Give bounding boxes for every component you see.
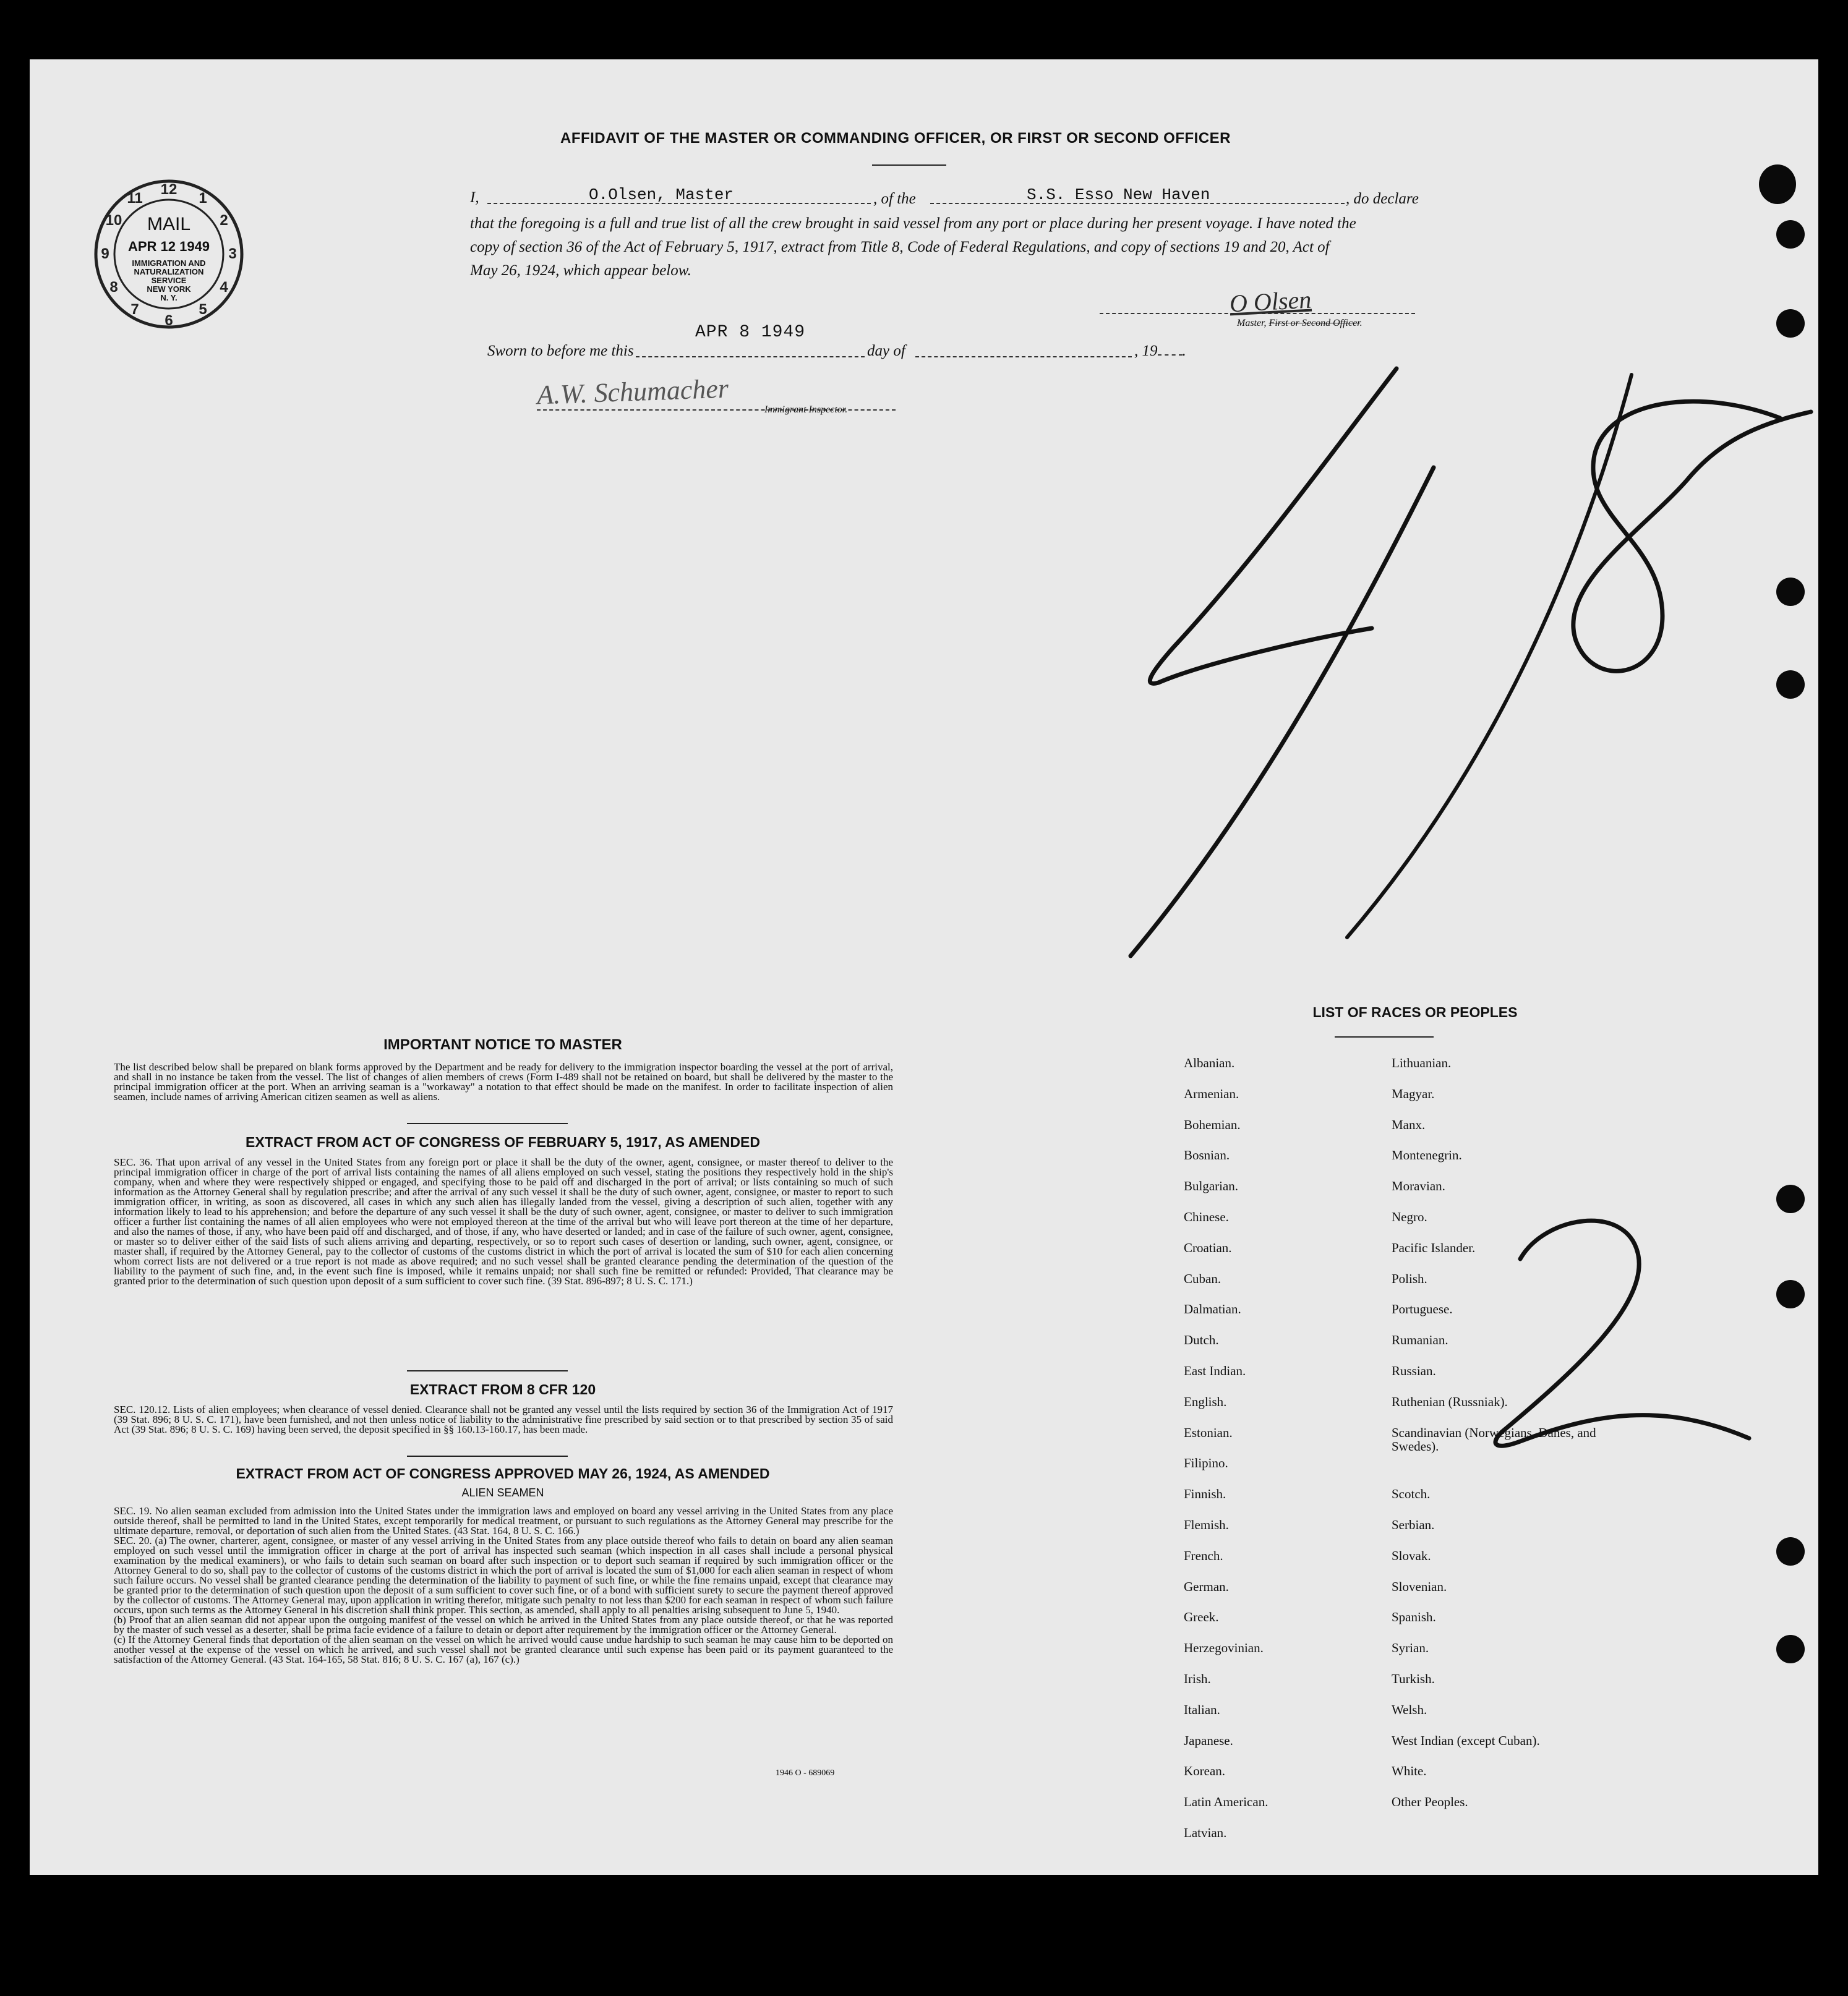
- race-item: Latvian.: [1184, 1825, 1227, 1840]
- svg-text:6: 6: [165, 312, 173, 329]
- master-name-field: O.Olsen, Master: [589, 186, 734, 204]
- races-title: LIST OF RACES OR PEOPLES: [1312, 1004, 1518, 1020]
- extract-cfr-title: EXTRACT FROM 8 CFR 120: [409, 1381, 596, 1397]
- race-item: Estonian.: [1184, 1425, 1233, 1440]
- affidavit-body-line2: copy of section 36 of the Act of February 5, 1917, extract from Title 8, Code of Federal Regulations, and copy of sections 19 and 20, Act of: [470, 239, 1330, 255]
- binder-hole: [1776, 670, 1805, 699]
- race-item: Chinese.: [1184, 1209, 1229, 1224]
- race-item: Dalmatian.: [1184, 1302, 1241, 1317]
- stamp-line2: NATURALIZATION: [134, 267, 204, 276]
- affidavit-body-line3: May 26, 1924, which appear below.: [470, 262, 691, 279]
- race-item: Negro.: [1392, 1209, 1427, 1224]
- race-item: Slovenian.: [1392, 1579, 1447, 1594]
- do-declare-label: , do declare: [1346, 190, 1419, 207]
- vessel-field: S.S. Esso New Haven: [1027, 186, 1210, 204]
- immigration-postmark-stamp: [92, 177, 246, 331]
- stamp-date: APR 12 1949: [127, 239, 210, 254]
- race-item: Portuguese.: [1392, 1302, 1453, 1317]
- day-of-label: day of: [867, 343, 905, 359]
- race-item: Welsh.: [1392, 1702, 1427, 1717]
- extract-1924-text: SEC. 19. No alien seaman excluded from admission into the United States under the immigration laws and employed on board any vessel arriving in the United States from any place outside thereof, shall be permitted to land in the United States, except temporarily for medical treatment, or pursuant to such regulations as the Attorney General may prescribe for the ultimate departure, removal, or deportation of such alien from the United States. (43 Stat. 164, 8 U. S. C. 166.) SEC. 20. (a) The owner, charterer, agent, consignee, or master of any vessel arriving in the United States from any place outside thereof who fails to detain on board any alien seaman employed on such vessel until the immigration officer in charge at the port of arrival has inspected such seaman (which inspection in all cases shall include a personal physical examination by the medical examiners), or who fails to detain such seaman on board after such inspection or to deport such seaman if required by such immigration officer or the Attorney General to do so, shall pay to the collector of customs of the customs district in which the port of arrival is located the sum of $1,000 for each alien seaman in respect of whom such failure occurs. No vessel shall be granted clearance pending the determination of the liability to payment of such fine, or while the fine remains unpaid, except that clearance may be granted prior to the determination of such question upon the deposit of a sum sufficient to cover such fine, or of a bond with sufficient surety to secure the payment thereof approved by the collector of customs. The Attorney General may, upon application in writing therefor, mitigate such penalty to not less than $200 for each seaman in respect of whom such failure occurs, upon such terms as the Attorney General in his discretion shall think proper. This section, as amended, shall apply to all penalties arising subsequent to June 5, 1940. (b) Proof that an alien seaman did not appear upon the outgoing manifest of the vessel on which he arrived in the United States from any place outside thereof, or that he was reported by the master of such vessel as a deserter, shall be prima facie evidence of a failure to detain or deport after requirement by the immigration officer or the Attorney General. (c) If the Attorney General finds that deportation of the alien seaman on the vessel on which he arrived would cause undue hardship to such seaman he may cause him to be deported on another vessel at the expense of the vessel on which he arrived, and such vessel shall not be granted clearance until such expense has been paid or its payment guaranteed to the satisfaction of the Attorney General. (43 Stat. 164-165, 58 Stat. 816; 8 U. S. C. 167 (a), 167 (c).): [114, 1505, 893, 1665]
- race-item: Scandinavian (Norwegians, Danes, and Swedes).: [1392, 1425, 1596, 1454]
- sworn-day-line: [636, 356, 865, 357]
- svg-text:3: 3: [228, 245, 237, 262]
- section-divider: [407, 1370, 568, 1371]
- race-item: Italian.: [1184, 1702, 1220, 1717]
- race-item: Japanese.: [1184, 1733, 1233, 1748]
- stamp-line5: N. Y.: [160, 293, 178, 302]
- svg-text:8: 8: [109, 279, 118, 296]
- svg-text:12: 12: [160, 181, 178, 198]
- races-divider: [1335, 1036, 1434, 1038]
- extract-cfr-text: SEC. 120.12. Lists of alien employees; when clearance of vessel denied. Clearance shall not be granted any vessel until the lists required by section 36 of the Immigration Act of 1917 (39 Stat. 896; 8 U. S. C. 171), have been furnished, and not then unless notice of liability to the administrative fine prescribed by said section or to that prescribed by section 35 of said Act (39 Stat. 896; 8 U. S. C. 169) having been served, the deposit specified in §§ 160.13-160.17, has been made.: [114, 1404, 893, 1435]
- section-divider: [407, 1456, 568, 1457]
- race-item: Flemish.: [1184, 1517, 1229, 1532]
- race-item: Manx.: [1392, 1117, 1426, 1132]
- race-item: Bohemian.: [1184, 1117, 1241, 1132]
- race-item: Polish.: [1392, 1271, 1427, 1286]
- extract-1924-title: EXTRACT FROM ACT OF CONGRESS APPROVED MAY 26, 1924, AS AMENDED: [236, 1465, 770, 1482]
- race-item: Other Peoples.: [1392, 1794, 1468, 1810]
- title-divider: [872, 164, 946, 166]
- race-item: Russian.: [1392, 1363, 1436, 1378]
- race-item: Bosnian.: [1184, 1148, 1230, 1163]
- notice-text: The list described below shall be prepared on blank forms approved by the Department and be ready for delivery to the immigration inspector boarding the vessel at the port of arrival, and shall in no instance be taken from the vessel. The list of changes of alien members of crews (Form I-489 shall not be retained on board, but shall be delivered by the master to the principal immigration officer at the port. When an arriving seaman is a "workaway" a notation to that effect should be made on the manifest. In order to facilitate inspection of alien seamen, include names of arriving American citizen seamen as well as aliens.: [114, 1061, 893, 1102]
- stamp-line1: IMMIGRATION AND: [132, 258, 206, 268]
- race-item: German.: [1184, 1579, 1229, 1594]
- svg-text:7: 7: [130, 301, 139, 318]
- race-item: Greek.: [1184, 1610, 1219, 1625]
- binder-hole: [1776, 578, 1805, 606]
- race-item: Filipino.: [1184, 1456, 1228, 1471]
- race-item: Serbian.: [1392, 1517, 1435, 1532]
- race-item: Latin American.: [1184, 1794, 1268, 1810]
- race-item: Korean.: [1184, 1764, 1226, 1779]
- race-item: Herzegovinian.: [1184, 1640, 1264, 1656]
- stamp-mail: MAIL: [147, 214, 191, 234]
- svg-text:1: 1: [199, 190, 207, 207]
- binder-hole: [1759, 164, 1796, 204]
- svg-text:4: 4: [220, 279, 228, 296]
- svg-text:2: 2: [220, 212, 228, 229]
- race-item: Albanian.: [1184, 1056, 1235, 1070]
- race-item: Spanish.: [1392, 1610, 1436, 1625]
- inspector-signature: A.W. Schumacher: [536, 373, 729, 411]
- race-item: Pacific Islander.: [1392, 1240, 1476, 1255]
- race-item: Armenian.: [1184, 1086, 1239, 1101]
- binder-hole: [1776, 220, 1805, 249]
- svg-text:5: 5: [199, 301, 207, 318]
- notice-title: IMPORTANT NOTICE TO MASTER: [383, 1036, 622, 1053]
- binder-hole: [1776, 309, 1805, 338]
- svg-text:11: 11: [127, 190, 143, 207]
- of-the-label: , of the: [873, 190, 916, 207]
- extract-1917-title: EXTRACT FROM ACT OF CONGRESS OF FEBRUARY 5, 1917, AS AMENDED: [246, 1134, 760, 1150]
- binder-hole: [1776, 1635, 1805, 1663]
- affidavit-body-line1: that the foregoing is a full and true list of all the crew brought in said vessel from any port or place during her present voyage. I have noted the: [470, 215, 1356, 232]
- print-code: 1946 O - 689069: [776, 1768, 835, 1778]
- year-label: , 19 .: [1134, 343, 1186, 359]
- race-item: Cuban.: [1184, 1271, 1221, 1286]
- sworn-date-stamp: APR 8 1949: [695, 323, 806, 342]
- race-item: Magyar.: [1392, 1086, 1435, 1101]
- race-item: Scotch.: [1392, 1486, 1431, 1502]
- race-item: Moravian.: [1392, 1179, 1445, 1194]
- race-item: Slovak.: [1392, 1548, 1431, 1563]
- race-item: Dutch.: [1184, 1333, 1219, 1348]
- signature-caption: Master, First or Second Officer.: [1237, 318, 1362, 328]
- section-divider: [407, 1123, 568, 1124]
- affidavit-title: AFFIDAVIT OF THE MASTER OR COMMANDING OFFICER, OR FIRST OR SECOND OFFICER: [560, 130, 1231, 147]
- race-item: Irish.: [1184, 1671, 1211, 1686]
- race-item: Finnish.: [1184, 1486, 1226, 1502]
- race-item: White.: [1392, 1764, 1427, 1779]
- inspector-caption: Immigrant Inspector.: [764, 404, 848, 415]
- race-item: Croatian.: [1184, 1240, 1232, 1255]
- race-item: French.: [1184, 1548, 1223, 1563]
- binder-hole: [1776, 1537, 1805, 1566]
- handwritten-number-418: [1050, 294, 1817, 975]
- race-item: Montenegrin.: [1392, 1148, 1462, 1163]
- stamp-line4: NEW YORK: [147, 284, 191, 294]
- race-item: Bulgarian.: [1184, 1179, 1239, 1194]
- race-item: Syrian.: [1392, 1640, 1429, 1656]
- svg-text:10: 10: [105, 212, 122, 229]
- race-item: English.: [1184, 1394, 1227, 1409]
- race-item: West Indian (except Cuban).: [1392, 1733, 1540, 1748]
- i-label: I,: [470, 189, 479, 206]
- extract-1924-subtitle: ALIEN SEAMEN: [461, 1486, 544, 1499]
- race-item: East Indian.: [1184, 1363, 1246, 1378]
- race-item: Lithuanian.: [1392, 1056, 1452, 1070]
- race-item: Turkish.: [1392, 1671, 1435, 1686]
- extract-1917-text: SEC. 36. That upon arrival of any vessel in the United States from any foreign port or place it shall be the duty of the owner, agent, consignee, or master thereof to deliver to the principal immigration officer in charge of the port of arrival lists containing the names of all aliens employed on such vessel, stating the positions they respectively hold in the ship's company, when and where they were respectively shipped or engaged, and specifying those to be paid off and discharged in the port of arrival; or lists containing so much of such information as the Attorney General shall by regulation prescribe; and after the arrival of any such vessel it shall be the duty of such owner, agent, consignee, or master to report to such immigration officer, in writing, as soon as discovered, all cases in which any such alien has illegally landed from the vessel, giving a description of such alien, together with any information likely to lead to his apprehension; and before the departure of any such vessel it shall be the duty of such owner, agent, consignee, or master to deliver to such immigration officer a further list containing the names of all alien employees who were not employed thereon at the time of the arrival but who will leave port thereon at the time of her departure, and also the names of those, if any, who have been paid off and discharged, and of those, if any, who have deserted or landed; and in case of the failure of such owner, agent, consignee, or master so to deliver either of the said lists of such aliens arriving and departing, respectively, or so to report such cases of desertion or landing, such owner, agent, consignee, or master shall, if required by the Attorney General, pay to the collector of customs of the customs district in which the port of arrival is located the sum of $10 for each alien concerning whom correct lists are not delivered or a true report is not made as above required; and no such vessel shall be granted clearance pending the determination of the question of the liability to the payment of such fine, and, in the event such fine is imposed, while it remains unpaid; nor shall such fine be remitted or refunded: Provided, That clearance may be granted prior to the determination of such question upon deposit of a sum sufficient to cover such fine. (39 Stat. 896-897; 8 U. S. C. 171.): [114, 1156, 893, 1287]
- race-item: Ruthenian (Russniak).: [1392, 1394, 1508, 1409]
- master-signature: O Olsen: [1228, 285, 1312, 318]
- race-item: Rumanian.: [1392, 1333, 1448, 1348]
- stamp-line3: SERVICE: [151, 276, 187, 285]
- binder-hole: [1776, 1280, 1805, 1308]
- sworn-label: Sworn to before me this: [487, 343, 634, 359]
- svg-text:9: 9: [101, 245, 109, 262]
- document-sheet: [30, 59, 1818, 1875]
- binder-hole: [1776, 1185, 1805, 1213]
